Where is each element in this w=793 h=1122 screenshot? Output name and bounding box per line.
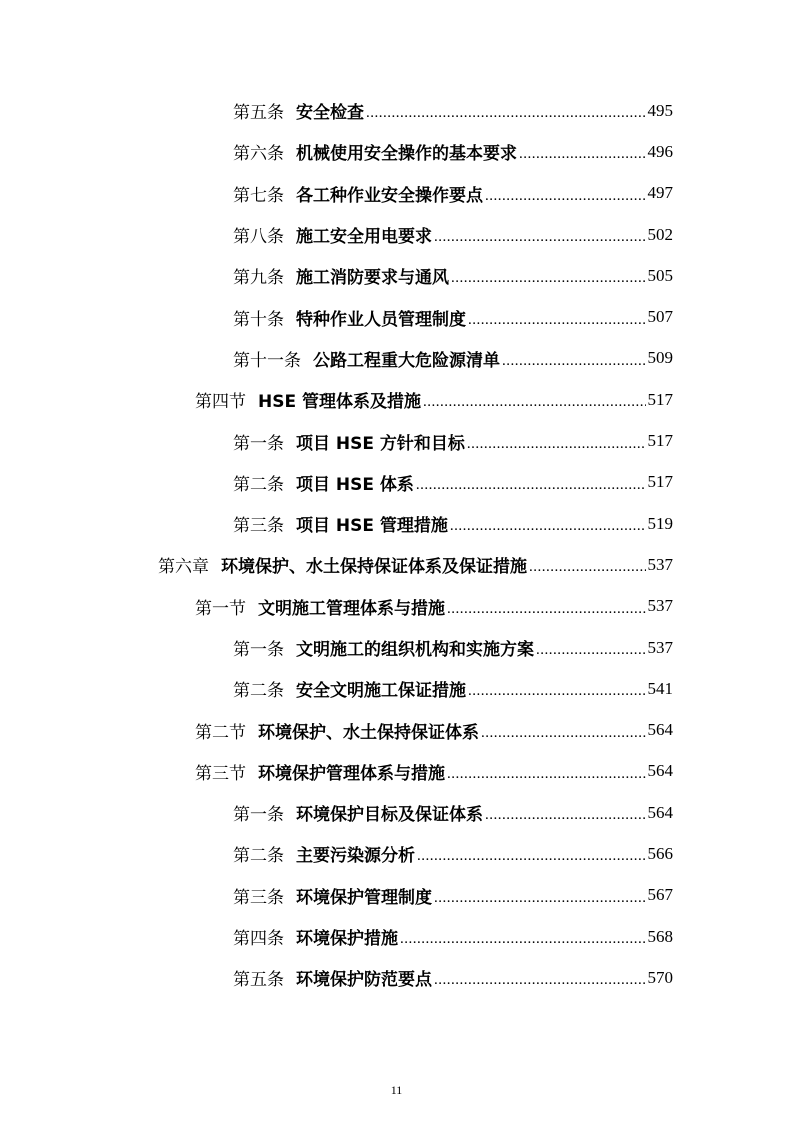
toc-entry[interactable] (0, 668, 793, 709)
toc-entry-page: 537 (647, 637, 673, 657)
toc-entry-number: 第六章 (158, 557, 209, 578)
toc-entry-number: 第一条 (233, 640, 284, 660)
toc-entry-page: 517 (647, 389, 673, 409)
toc-entry-number: 第十条 (233, 309, 284, 330)
toc-entry-title: 项目 HSE 管理措施 (296, 516, 448, 537)
toc-dot-leader (502, 354, 646, 369)
toc-dot-leader (529, 560, 646, 575)
toc-entry-title: 环境保护目标及保证体系 (296, 805, 483, 826)
toc-dot-leader (447, 602, 646, 617)
toc-entry-title: HSE 管理体系及措施 (258, 392, 422, 413)
toc-entry-number: 第三节 (195, 763, 246, 784)
toc-dot-leader (468, 313, 646, 328)
toc-entry-number: 第五条 (233, 970, 284, 991)
toc-dot-leader (536, 643, 646, 658)
toc-entry-number: 第一节 (195, 598, 246, 619)
toc-dot-leader (485, 808, 646, 823)
toc-dot-leader (468, 684, 646, 699)
toc-entry-page: 517 (647, 472, 673, 492)
toc-entry-title: 施工消防要求与通风 (296, 268, 449, 289)
toc-entry-page: 541 (647, 678, 673, 698)
toc-entry[interactable] (0, 296, 793, 337)
toc-dot-leader (481, 726, 646, 741)
toc-entry-title: 环境保护管理制度 (296, 887, 432, 908)
toc-dot-leader (450, 519, 646, 534)
toc-entry-title: 施工安全用电要求 (296, 227, 432, 248)
toc-entry-title: 安全检查 (296, 103, 364, 124)
toc-entry-title: 项目 HSE 体系 (296, 474, 414, 495)
toc-dot-leader (366, 106, 646, 121)
toc-entry-page: 570 (647, 967, 673, 987)
toc-entry-title: 环境保护措施 (296, 929, 398, 950)
toc-dot-leader (434, 230, 646, 245)
toc-entry[interactable] (0, 338, 793, 379)
toc-entry[interactable] (0, 379, 793, 420)
toc-entry-number: 第二节 (195, 722, 246, 743)
toc-entry[interactable] (0, 173, 793, 214)
toc-dot-leader (447, 767, 646, 782)
toc-entry[interactable] (0, 214, 793, 255)
toc-entry-number: 第二条 (233, 681, 284, 702)
toc-entry-title: 各工种作业安全操作要点 (296, 185, 483, 206)
toc-dot-leader (451, 271, 646, 286)
toc-entry[interactable] (0, 90, 793, 131)
toc-entry-page: 566 (647, 843, 673, 863)
toc-entry-title: 文明施工管理体系与措施 (258, 598, 445, 619)
toc-entry-number: 第一条 (233, 805, 284, 826)
toc-dot-leader (467, 437, 646, 452)
toc-entry-number: 第三条 (233, 516, 284, 537)
toc-entry-page: 502 (647, 224, 673, 244)
toc-entry-page: 537 (647, 554, 673, 574)
toc-entry[interactable] (0, 586, 793, 627)
toc-entry-number: 第二条 (233, 846, 284, 867)
toc-entry-number: 第五条 (233, 103, 284, 124)
toc-entry-number: 第一条 (233, 433, 284, 454)
toc-entry[interactable] (0, 255, 793, 296)
toc-entry-page: 505 (647, 265, 673, 285)
toc-entry-title: 环境保护管理体系与措施 (258, 763, 445, 784)
toc-entry-page: 507 (647, 307, 673, 327)
toc-dot-leader (417, 849, 646, 864)
toc-entry-page: 564 (647, 802, 673, 822)
toc-dot-leader (423, 395, 645, 410)
toc-entry-title: 主要污染源分析 (296, 846, 415, 867)
toc-entry-number: 第四条 (233, 929, 284, 950)
toc-entry[interactable] (0, 544, 793, 585)
toc-dot-leader (434, 891, 646, 906)
toc-dot-leader (416, 478, 646, 493)
table-of-contents (0, 90, 793, 999)
toc-entry-title: 公路工程重大危险源清单 (313, 350, 500, 371)
toc-entry[interactable] (0, 875, 793, 916)
toc-entry-title: 机械使用安全操作的基本要求 (296, 144, 517, 165)
toc-entry-title: 文明施工的组织机构和实施方案 (296, 640, 534, 660)
toc-entry-title: 环境保护、水土保持保证体系 (258, 722, 479, 743)
toc-entry-number: 第七条 (233, 185, 284, 206)
toc-entry[interactable] (0, 957, 793, 998)
toc-entry-page: 568 (647, 926, 673, 946)
toc-dot-leader (485, 189, 646, 204)
toc-entry-title: 安全文明施工保证措施 (296, 681, 466, 702)
toc-entry-number: 第三条 (233, 887, 284, 908)
toc-entry-title: 特种作业人员管理制度 (296, 309, 466, 330)
toc-entry-title: 项目 HSE 方针和目标 (296, 433, 465, 454)
toc-entry[interactable] (0, 833, 793, 874)
toc-entry-page: 497 (647, 183, 673, 203)
toc-entry-number: 第八条 (233, 227, 284, 248)
toc-entry-number: 第二条 (233, 474, 284, 495)
toc-entry-number: 第十一条 (233, 350, 301, 371)
toc-entry-number: 第四节 (195, 392, 246, 413)
toc-entry-page: 495 (647, 100, 673, 120)
toc-entry-page: 567 (647, 885, 673, 905)
toc-entry[interactable] (0, 420, 793, 461)
toc-entry-title: 环境保护防范要点 (296, 970, 432, 991)
toc-dot-leader (434, 973, 646, 988)
toc-entry-page: 564 (647, 720, 673, 740)
toc-entry-page: 537 (647, 596, 673, 616)
toc-entry-title: 环境保护、水土保持保证体系及保证措施 (221, 557, 527, 578)
toc-entry-page: 519 (647, 513, 673, 533)
toc-entry-page: 509 (647, 348, 673, 368)
toc-entry-number: 第六条 (233, 144, 284, 165)
toc-entry[interactable] (0, 916, 793, 957)
toc-entry-page: 517 (647, 431, 673, 451)
toc-dot-leader (519, 147, 646, 162)
toc-entry[interactable] (0, 751, 793, 792)
toc-entry[interactable] (0, 792, 793, 833)
page-number: 11 (390, 1083, 403, 1097)
toc-entry[interactable] (0, 462, 793, 503)
toc-entry[interactable] (0, 709, 793, 750)
toc-entry-page: 564 (647, 761, 673, 781)
toc-entry[interactable] (0, 131, 793, 172)
toc-entry-number: 第九条 (233, 268, 284, 289)
toc-dot-leader (400, 932, 646, 947)
toc-entry[interactable] (0, 627, 793, 668)
toc-entry[interactable] (0, 503, 793, 544)
toc-entry-page: 496 (647, 141, 673, 161)
